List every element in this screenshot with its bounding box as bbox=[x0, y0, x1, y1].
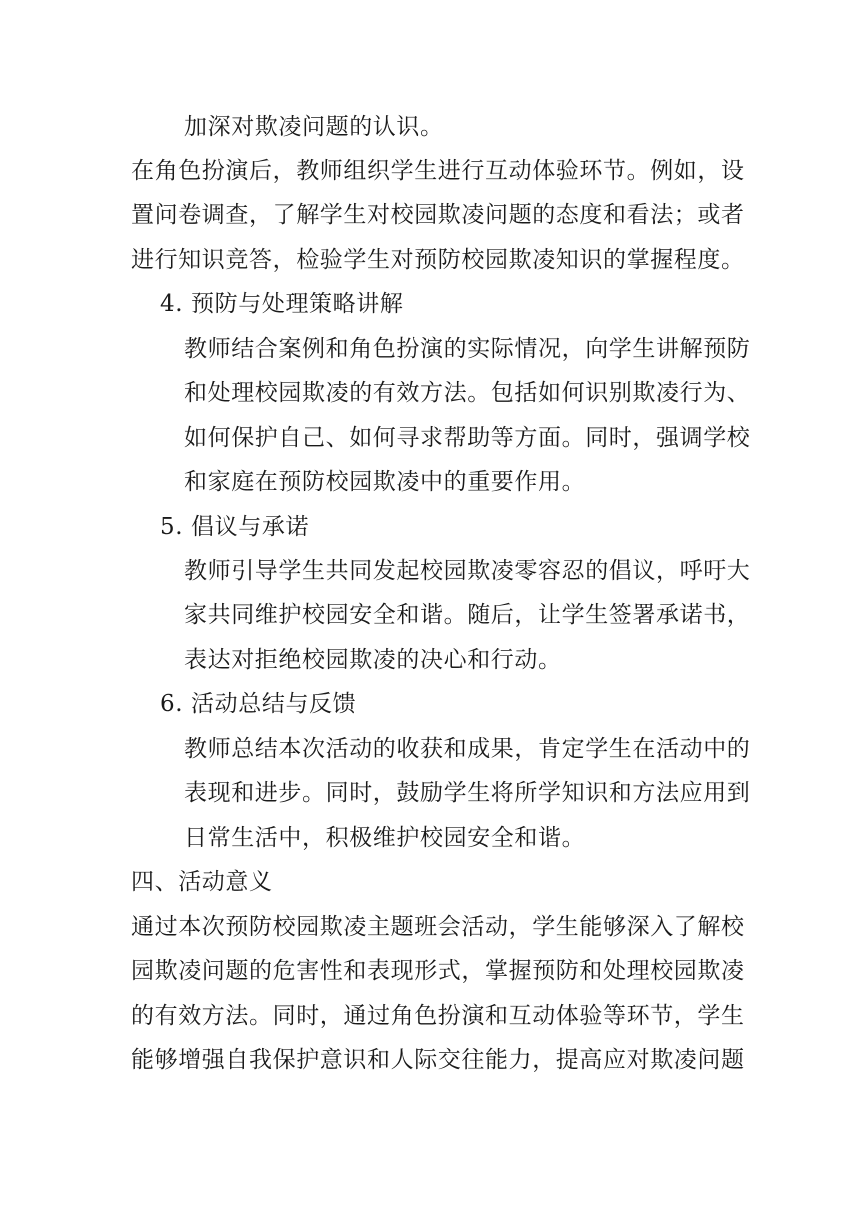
paragraph-line: 加深对欺凌问题的认识。 bbox=[184, 114, 444, 140]
paragraph-line: 和家庭在预防校园欺凌中的重要作用。 bbox=[184, 469, 586, 495]
paragraph-line: 和处理校园欺凌的有效方法。包括如何识别欺凌行为、 bbox=[184, 380, 751, 406]
paragraph-line: 通过本次预防校园欺凌主题班会活动，学生能够深入了解校 bbox=[131, 914, 745, 940]
paragraph-line: 如何保护自己、如何寻求帮助等方面。同时，强调学校 bbox=[184, 425, 751, 451]
paragraph-line: 在角色扮演后，教师组织学生进行互动体验环节。例如，设 bbox=[131, 158, 745, 184]
paragraph-line: 教师结合案例和角色扮演的实际情况，向学生讲解预防 bbox=[184, 336, 751, 362]
paragraph-line: 日常生活中，积极维护校园安全和谐。 bbox=[184, 825, 586, 851]
paragraph-line: 表达对拒绝校园欺凌的决心和行动。 bbox=[184, 647, 562, 673]
paragraph-line: 表现和进步。同时，鼓励学生将所学知识和方法应用到 bbox=[184, 780, 751, 806]
paragraph-line: 置问卷调查，了解学生对校园欺凌问题的态度和看法；或者 bbox=[131, 202, 745, 228]
paragraph-line: 家共同维护校园安全和谐。随后，让学生签署承诺书， bbox=[184, 602, 751, 628]
paragraph-line: 教师引导学生共同发起校园欺凌零容忍的倡议，呼吁大 bbox=[184, 558, 751, 584]
paragraph-line: 的有效方法。同时，通过角色扮演和互动体验等环节，学生 bbox=[131, 1003, 745, 1029]
paragraph-line: 进行知识竞答，检验学生对预防校园欺凌知识的掌握程度。 bbox=[131, 247, 745, 273]
paragraph-line: 教师总结本次活动的收获和成果，肯定学生在活动中的 bbox=[184, 736, 751, 762]
section-heading-5: 5. 倡议与承诺 bbox=[160, 514, 310, 540]
paragraph-line: 园欺凌问题的危害性和表现形式，掌握预防和处理校园欺凌 bbox=[131, 958, 745, 984]
section-heading-activity-meaning: 四、活动意义 bbox=[131, 869, 273, 895]
paragraph-line: 能够增强自我保护意识和人际交往能力，提高应对欺凌问题 bbox=[131, 1047, 745, 1073]
section-heading-6: 6. 活动总结与反馈 bbox=[160, 691, 357, 717]
section-heading-4: 4. 预防与处理策略讲解 bbox=[160, 291, 404, 317]
